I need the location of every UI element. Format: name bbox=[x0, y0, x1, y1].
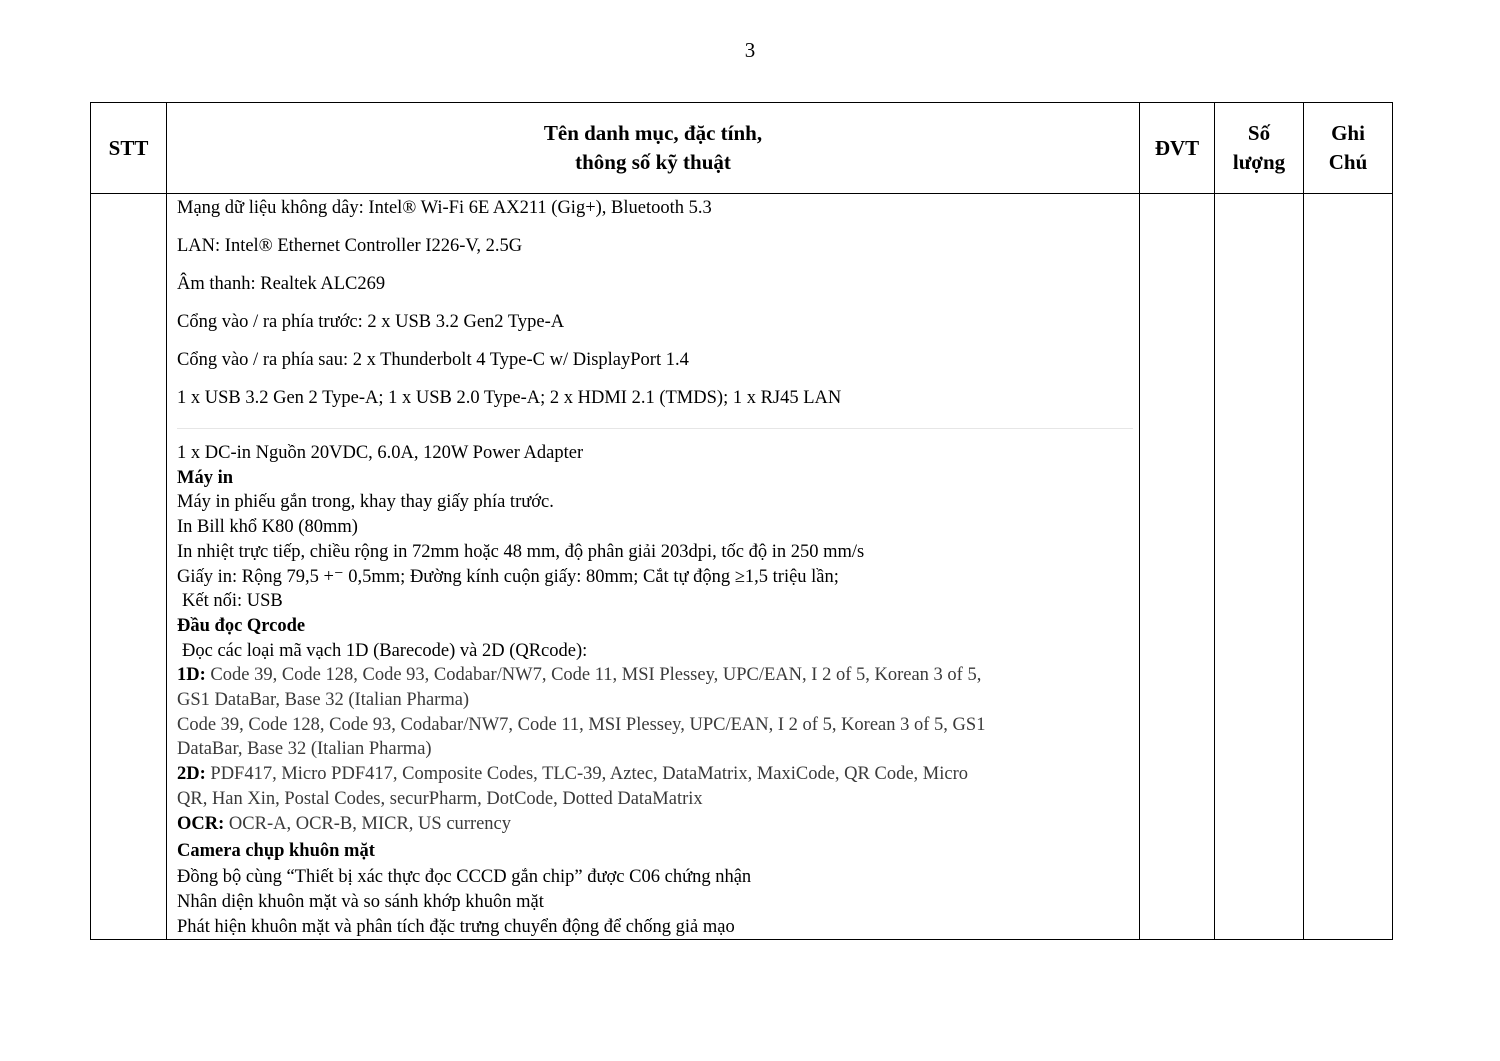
header-note bbox=[1304, 103, 1393, 194]
header-quantity-line1: Số bbox=[1247, 121, 1271, 145]
header-note-line2: Chú bbox=[1328, 150, 1368, 174]
description-content bbox=[167, 194, 1139, 939]
printer-line: Máy in phiếu gắn trong, khay thay giấy phía trước. bbox=[177, 492, 554, 513]
spec-line-rear-ports: Cổng vào / ra phía sau: 2 x Thunderbolt 4 Type-C w/ DisplayPort 1.4 bbox=[177, 350, 689, 370]
reader-ocr-label: OCR: bbox=[177, 813, 225, 834]
spec-line-front-ports: Cổng vào / ra phía trước: 2 x USB 3.2 Gen2 Type-A bbox=[177, 312, 565, 332]
printer-line: In Bill khổ K80 (80mm) bbox=[177, 517, 358, 538]
reader-1d-line bbox=[177, 663, 1139, 688]
camera-line: Đồng bộ cùng “Thiết bị xác thực đọc CCCD gắn chip” được C06 chứng nhận bbox=[177, 867, 752, 888]
table-row bbox=[91, 194, 1393, 940]
cell-stt bbox=[91, 194, 167, 940]
reader-2d-text: PDF417, Micro PDF417, Composite Codes, TLC-39, Aztec, DataMatrix, MaxiCode, QR Code, Micro bbox=[205, 764, 969, 785]
header-quantity bbox=[1215, 103, 1304, 194]
header-name-line2: thông số kỹ thuật bbox=[575, 150, 731, 174]
header-stt: STT bbox=[91, 103, 167, 194]
printer-line: Giấy in: Rộng 79,5 +⁻ 0,5mm; Đường kính cuộn giấy: 80mm; Cắt tự động ≥1,5 triệu lần; bbox=[177, 566, 839, 587]
page-number: 3 bbox=[744, 38, 756, 62]
reader-1d-label: 1D: bbox=[177, 665, 206, 686]
camera-line: Nhân diện khuôn mặt và so sánh khớp khuôn mặt bbox=[177, 891, 544, 912]
printer-heading: Máy in bbox=[177, 467, 234, 488]
reader-intro: Đọc các loại mã vạch 1D (Barecode) và 2D (QRcode): bbox=[182, 640, 588, 661]
divider bbox=[177, 428, 1133, 429]
header-name bbox=[167, 103, 1140, 194]
cell-quantity bbox=[1215, 194, 1304, 940]
header-quantity-line2: lượng bbox=[1232, 150, 1286, 174]
reader-ocr-text: OCR-A, OCR-B, MICR, US currency bbox=[224, 813, 512, 834]
reader-heading: Đầu đọc Qrcode bbox=[177, 615, 306, 636]
camera-line: Phát hiện khuôn mặt và phân tích đặc trưng chuyển động để chống giả mạo bbox=[177, 916, 735, 937]
reader-1d-line: GS1 DataBar, Base 32 (Italian Pharma) bbox=[177, 690, 470, 711]
cell-description bbox=[167, 194, 1140, 940]
reader-2d-label: 2D: bbox=[177, 764, 206, 785]
specification-table bbox=[90, 102, 1393, 940]
reader-2d-line bbox=[177, 762, 1139, 787]
header-name-line1: Tên danh mục, đặc tính, bbox=[543, 121, 763, 145]
spec-line-wifi: Mạng dữ liệu không dây: Intel® Wi-Fi 6E AX211 (Gig+), Bluetooth 5.3 bbox=[177, 198, 712, 218]
camera-heading: Camera chụp khuôn mặt bbox=[177, 841, 375, 862]
header-dvt: ĐVT bbox=[1140, 103, 1215, 194]
printer-line: Kết nối: USB bbox=[182, 591, 283, 612]
spec-line-lan: LAN: Intel® Ethernet Controller I226-V, 2.5G bbox=[177, 236, 523, 256]
spec-line-other-ports: 1 x USB 3.2 Gen 2 Type-A; 1 x USB 2.0 Type-A; 2 x HDMI 2.1 (TMDS); 1 x RJ45 LAN bbox=[177, 388, 842, 408]
spec-line-power: 1 x DC-in Nguồn 20VDC, 6.0A, 120W Power Adapter bbox=[177, 443, 584, 463]
reader-repeat-line: Code 39, Code 128, Code 93, Codabar/NW7, Code 11, MSI Plessey, UPC/EAN, I 2 of 5, Korean 3 of 5, GS1 bbox=[177, 714, 986, 735]
cell-dvt bbox=[1140, 194, 1215, 940]
reader-1d-text: Code 39, Code 128, Code 93, Codabar/NW7, Code 11, MSI Plessey, UPC/EAN, I 2 of 5, Korean 3 of 5, bbox=[205, 665, 982, 686]
printer-line: In nhiệt trực tiếp, chiều rộng in 72mm hoặc 48 mm, độ phân giải 203dpi, tốc độ in 250 mm/s bbox=[177, 541, 865, 562]
table-header-row bbox=[91, 103, 1393, 194]
cell-note bbox=[1304, 194, 1393, 940]
header-note-line1: Ghi bbox=[1331, 121, 1365, 145]
reader-repeat-line: DataBar, Base 32 (Italian Pharma) bbox=[177, 739, 432, 760]
reader-ocr-line bbox=[177, 812, 1139, 837]
spec-line-audio: Âm thanh: Realtek ALC269 bbox=[177, 274, 386, 294]
reader-2d-line: QR, Han Xin, Postal Codes, securPharm, DotCode, Dotted DataMatrix bbox=[177, 788, 703, 809]
